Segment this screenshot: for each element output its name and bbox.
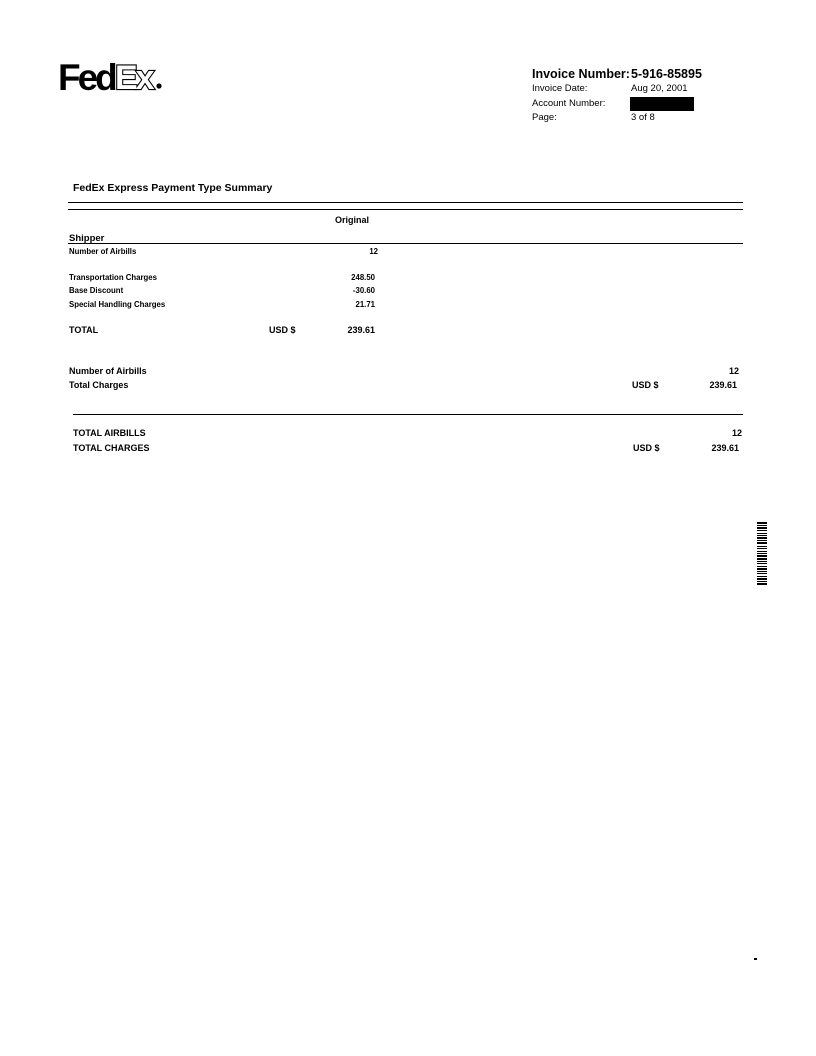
barcode [757, 522, 767, 620]
barcode-image [757, 522, 767, 620]
row-label-transportation: Transportation Charges [69, 273, 157, 282]
total-currency: USD $ [269, 325, 296, 335]
barcode-bar [757, 583, 767, 585]
row-value-base-discount: -30.60 [352, 286, 375, 295]
header-underline [68, 243, 743, 244]
grand-charges-label: TOTAL CHARGES [73, 443, 150, 453]
svg-text:Fed: Fed [58, 57, 115, 98]
barcode-bar [757, 551, 767, 552]
barcode-bar [757, 522, 767, 524]
barcode-bar [757, 537, 767, 539]
barcode-bar [757, 530, 767, 531]
barcode-bar [757, 527, 767, 529]
grand-airbills-value: 12 [731, 428, 742, 438]
barcode-bar [757, 581, 767, 582]
barcode-bar [757, 558, 767, 560]
barcode-bar [757, 571, 767, 572]
grand-airbills-label: TOTAL AIRBILLS [73, 428, 146, 438]
column-header-original: Original [335, 215, 370, 225]
fedex-logo [58, 54, 166, 98]
group-title-shipper: Shipper [69, 233, 105, 244]
barcode-bar [757, 568, 767, 570]
invoice-number-label: Invoice Number: [532, 67, 630, 81]
page-value: 3 of 8 [631, 112, 655, 123]
row-label-base-discount: Base Discount [69, 286, 124, 295]
barcode-bar [757, 548, 767, 549]
top-rule-2 [68, 209, 743, 210]
total-label: TOTAL [69, 325, 99, 335]
barcode-bar [757, 546, 767, 547]
barcode-bar [757, 555, 767, 557]
barcode-bar [757, 563, 767, 564]
barcode-bar [757, 540, 767, 541]
invoice-number-value: 5-916-85895 [631, 67, 702, 81]
total-value: 239.61 [347, 325, 375, 335]
grand-charges-value: 239.61 [711, 443, 739, 453]
invoice-date-label: Invoice Date: [532, 83, 588, 94]
svg-text:Ex: Ex [115, 59, 153, 97]
grand-total-rule [73, 414, 743, 415]
page-mark [754, 958, 757, 960]
barcode-bar [757, 525, 767, 526]
subtotal-charges-value: 239.61 [709, 380, 737, 390]
barcode-bar [757, 566, 767, 567]
barcode-bar [757, 553, 767, 554]
barcode-bar [757, 533, 767, 534]
page-label: Page: [532, 112, 557, 123]
account-number-redaction [630, 97, 694, 111]
top-rule-1 [68, 202, 743, 203]
barcode-bar [757, 535, 767, 536]
row-value-special-handling: 21.71 [355, 300, 375, 309]
row-label-special-handling: Special Handling Charges [69, 300, 166, 309]
barcode-bar [757, 561, 767, 562]
invoice-date-value: Aug 20, 2001 [631, 83, 688, 94]
barcode-bar [757, 576, 767, 577]
barcode-bar [757, 542, 767, 544]
row-label-airbills: Number of Airbills [69, 247, 137, 256]
section-title: FedEx Express Payment Type Summary [73, 182, 273, 194]
subtotal-airbills-value: 12 [728, 366, 739, 376]
account-number-label: Account Number: [532, 98, 606, 109]
barcode-bar [757, 578, 767, 580]
row-value-transportation: 248.50 [351, 273, 375, 282]
grand-charges-currency: USD $ [633, 443, 660, 453]
row-value-airbills: 12 [369, 247, 378, 256]
subtotal-airbills-label: Number of Airbills [69, 366, 147, 376]
subtotal-charges-currency: USD $ [632, 380, 659, 390]
barcode-bar [757, 573, 767, 574]
subtotal-charges-label: Total Charges [69, 380, 129, 390]
fedex-logo-image [58, 54, 166, 98]
